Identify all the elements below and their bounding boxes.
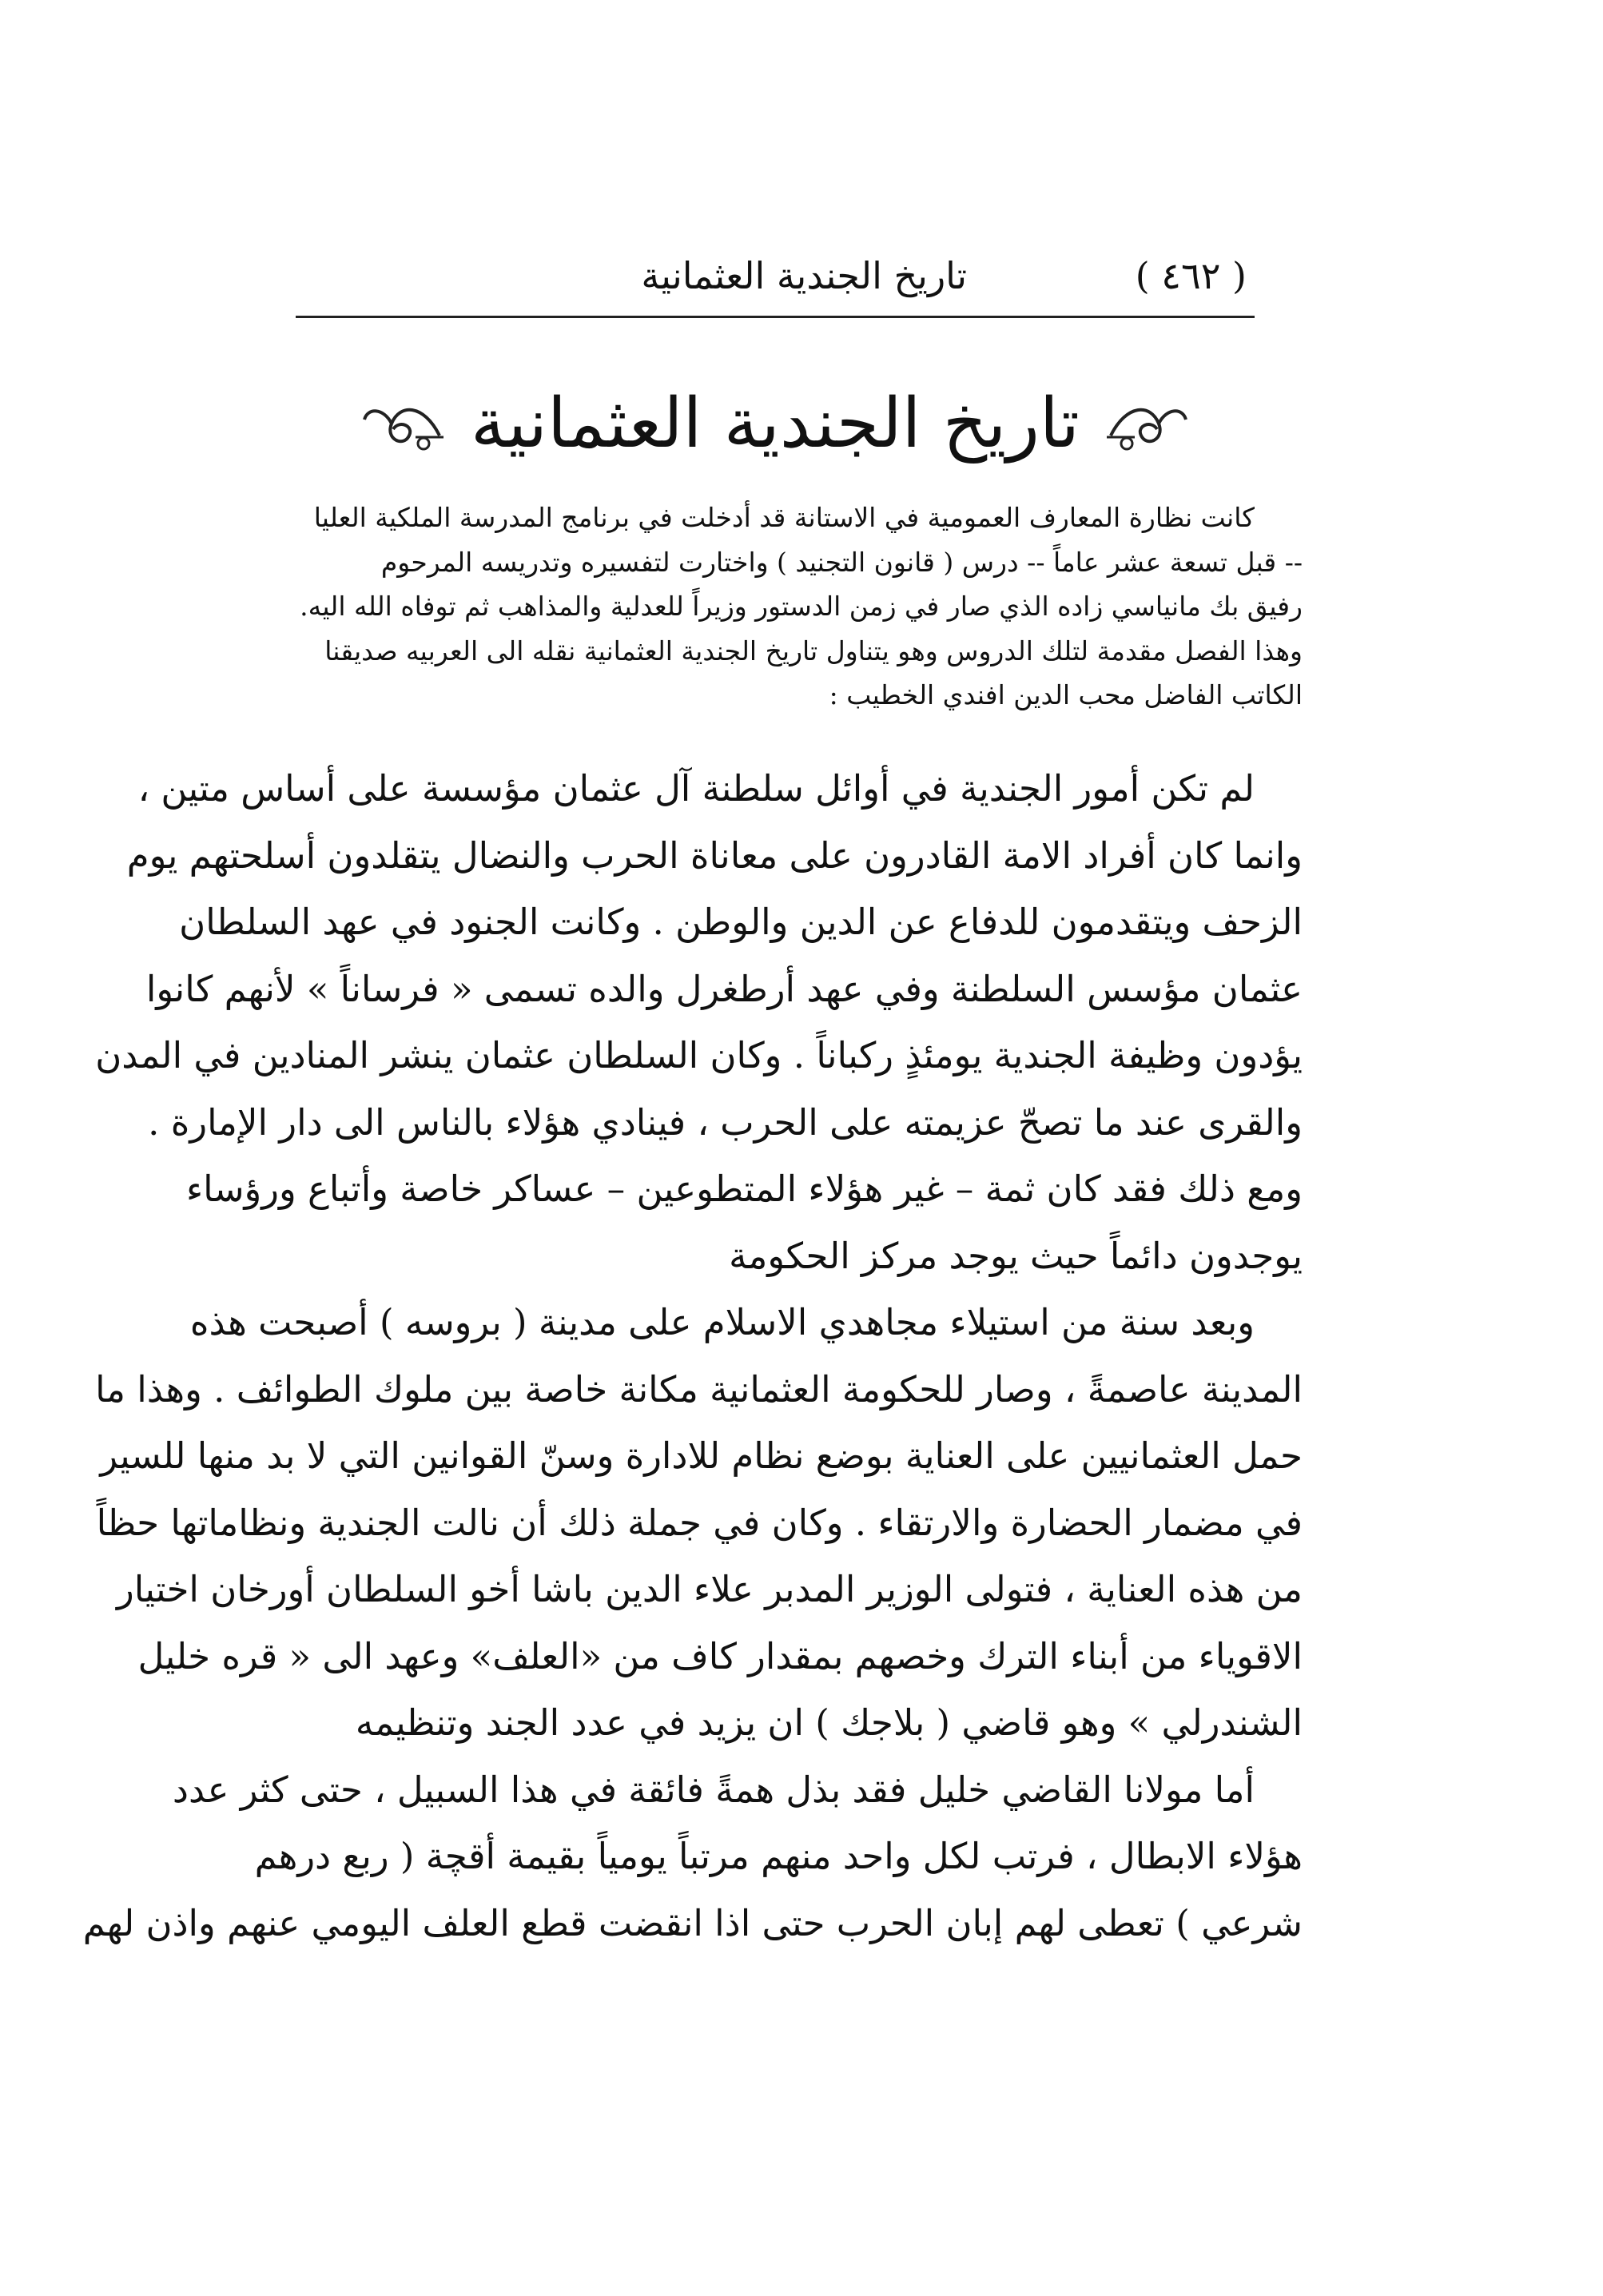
body-line: أما مولانا القاضي خليل فقد بذل همةً فائقة في هذا السبيل ، حتى كثر عدد <box>172 1768 1255 1811</box>
running-header <box>296 240 1255 312</box>
body-text <box>82 755 1303 1956</box>
body-line: في مضمار الحضارة والارتقاء . وكان في جملة ذلك أن نالت الجندية ونظاماتها حظاً <box>96 1501 1303 1544</box>
running-title: تاريخ الجندية العثمانية <box>641 254 967 297</box>
body-line: وبعد سنة من استيلاء مجاهدي الاسلام على مدينة ( بروسه ) أصبحت هذه <box>189 1301 1255 1343</box>
chapter-heading <box>352 364 1199 483</box>
intro-line: كانت نظارة المعارف العمومية في الاستانة قد أدخلت في برنامج المدرسة الملكية العليا <box>313 502 1255 533</box>
body-line: وانما كان أفراد الامة القادرون على معاناة الحرب والنضال يتقلدون أسلحتهم يوم <box>126 834 1303 877</box>
body-line: المدينة عاصمةً ، وصار للحكومة العثمانية مكانة خاصة بين ملوك الطوائف . وهذا ما <box>95 1367 1303 1411</box>
body-line: الشندرلي » وهو قاضي ( بلاجك ) ان يزيد في عدد الجند وتنظيمه <box>355 1701 1303 1744</box>
intro-line: الكاتب الفاضل محب الدين افندي الخطيب : <box>829 679 1303 710</box>
body-line: حمل العثمانيين على العناية بوضع نظام للادارة وسنّ القوانين التي لا بد منها للسير <box>100 1435 1303 1477</box>
body-line: يوجدون دائماً حيث يوجد مركز الحكومة <box>729 1234 1303 1277</box>
body-line: هؤلاء الابطال ، فرتب لكل واحد منهم مرتباً يومياً بقيمة أقچة ( ربع درهم <box>254 1835 1303 1877</box>
intro-line: رفيق بك مانياسي زاده الذي صار في زمن الدستور وزيراً للعدلية والمذاهب ثم توفاه الله اليه. <box>300 591 1303 622</box>
body-line: الاقوياء من أبناء الترك وخصهم بمقدار كاف من «العلف» وعهد الى « قره خليل <box>137 1634 1303 1677</box>
body-line: لم تكن أمور الجندية في أوائل سلطنة آل عثمان مؤسسة على أساس متين ، <box>137 767 1255 810</box>
body-line: الزحف ويتقدمون للدفاع عن الدين والوطن . وكانت الجنود في عهد السلطان <box>179 901 1303 943</box>
chapter-title: تاريخ الجندية العثمانية <box>471 384 1080 464</box>
intro-line: -- قبل تسعة عشر عاماً -- درس ( قانون التجنيد ) واختارت لتفسيره وتدريسه المرحوم <box>380 546 1303 578</box>
body-line: عثمان مؤسس السلطنة وفي عهد أرطغرل والده تسمى « فرساناً » لأنهم كانوا <box>145 967 1303 1010</box>
body-line: ومع ذلك فقد كان ثمة – غير هؤلاء المتطوعين – عساكر خاصة وأتباع ورؤساء <box>185 1168 1303 1210</box>
body-line: من هذه العناية ، فتولى الوزير المدبر علاء الدين باشا أخو السلطان أورخان اختيار <box>116 1568 1303 1610</box>
body-line: يؤدون وظيفة الجندية يومئذٍ ركباناً . وكان السلطان عثمان ينشر المنادين في المدن <box>95 1034 1303 1076</box>
header-rule <box>296 316 1255 318</box>
floral-ornament-icon <box>360 388 447 460</box>
intro-line: وهذا الفصل مقدمة لتلك الدروس وهو يتناول تاريخ الجندية العثمانية نقله الى العربيه صديقنا <box>324 635 1303 667</box>
body-line: شرعي ) تعطى لهم إبان الحرب حتى اذا انقضت قطع العلف اليومي عنهم واذن لهم <box>82 1901 1303 1944</box>
page-number: ( ٤٦٢ ) <box>1135 254 1247 297</box>
body-line: والقرى عند ما تصحّ عزيمته على الحرب ، فينادي هؤلاء بالناس الى دار الإمارة . <box>148 1100 1303 1144</box>
floral-ornament-icon <box>1103 388 1191 460</box>
intro-note <box>300 495 1303 718</box>
